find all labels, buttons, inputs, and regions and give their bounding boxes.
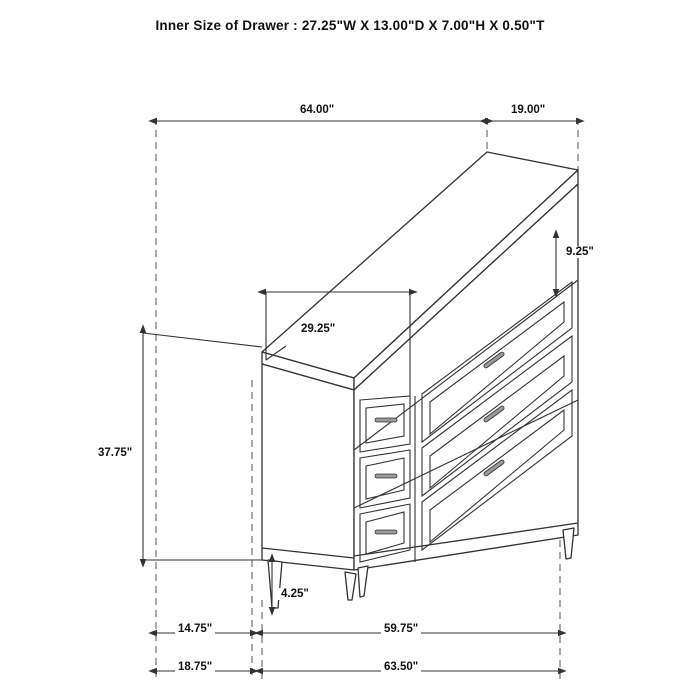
leg-front-right-inner	[358, 566, 368, 597]
leg-front-right	[563, 528, 574, 559]
dimension-label-leg-height: 4.25"	[278, 588, 312, 600]
dimension-label-drawer-height: 9.25"	[563, 246, 597, 258]
page-title: Inner Size of Drawer : 27.25"W X 13.00"D X 7.00"H X 0.50"T	[155, 18, 545, 33]
dimension-label-overall-height: 37.75"	[95, 447, 135, 459]
dresser-body	[262, 152, 578, 608]
leg-mid-left	[345, 572, 356, 600]
dimension-label-top-width: 64.00"	[297, 104, 337, 116]
dimension-label-front-width-overall: 63.50"	[381, 661, 421, 673]
dresser-left-side-panel	[262, 364, 354, 570]
dimension-label-side-depth: 14.75"	[175, 623, 215, 635]
dimension-label-front-width-inner: 59.75"	[381, 623, 421, 635]
leg-front-left	[268, 560, 282, 608]
dimension-label-side-depth-overall: 18.75"	[175, 661, 215, 673]
dimension-label-top-depth: 19.00"	[508, 104, 548, 116]
dimension-label-drawer-width: 29.25"	[298, 323, 338, 335]
